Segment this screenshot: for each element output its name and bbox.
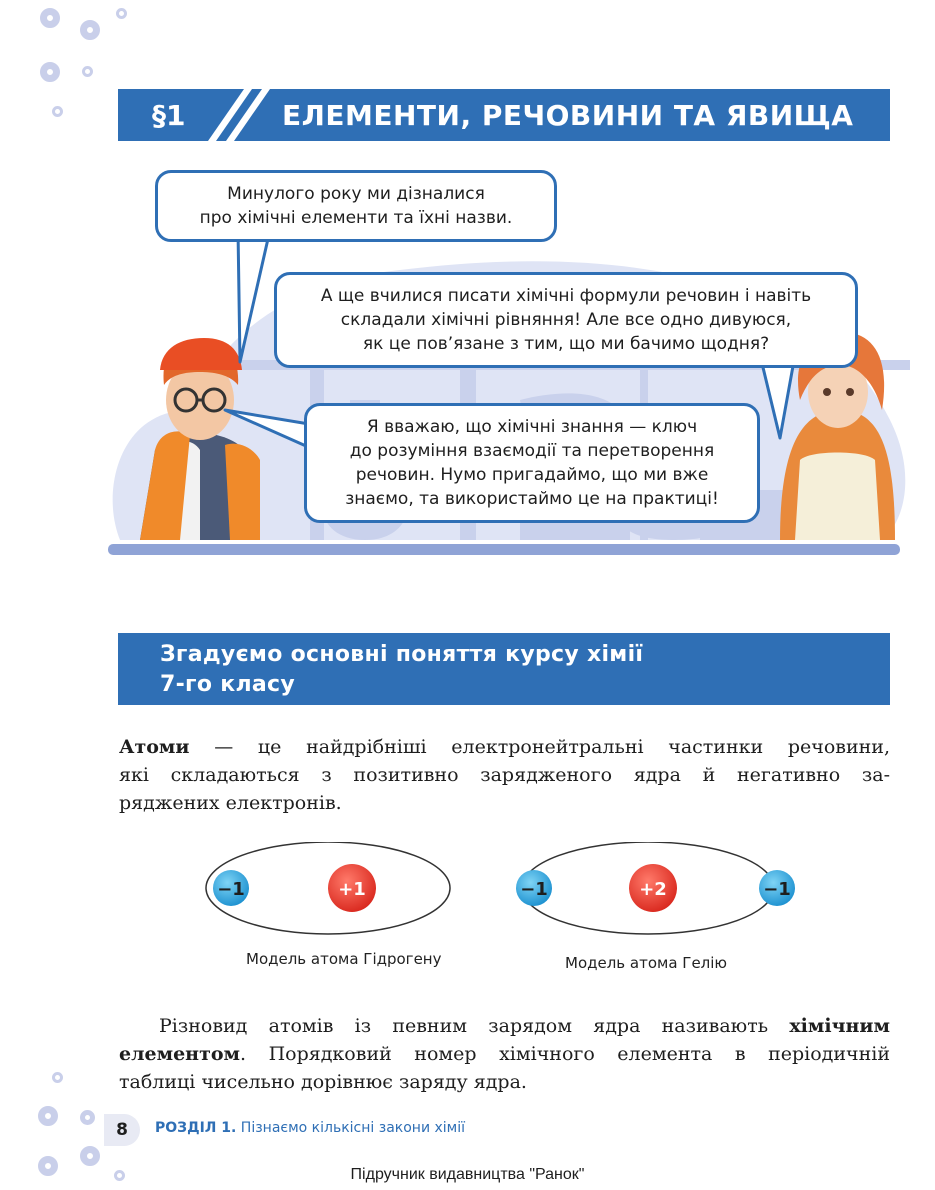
paragraph-line: які складаються з позитивно зарядженого ядра й негативно за-	[119, 764, 890, 786]
bubble-text: про хімічні елементи та їхні назви.	[199, 208, 513, 228]
bubble-text: А ще вчилися писати хімічні формули речовин і навіть	[320, 286, 812, 306]
speech-bubble-girl	[274, 272, 858, 368]
decor-dot	[52, 1072, 63, 1083]
section-title-line: Згадуємо основні поняття курсу хімії	[160, 642, 644, 667]
paragraph-line: таблиці чисельно дорівнює заряду ядра.	[119, 1071, 527, 1093]
paragraph-line: ряджених електронів.	[119, 792, 342, 814]
text-fragment: Різновид атомів із певним зарядом ядра називають	[159, 1015, 790, 1037]
section-title-line: 7-го класу	[160, 672, 295, 697]
footer-section-label: РОЗДІЛ 1.	[155, 1120, 237, 1136]
atom-models-figure	[200, 842, 800, 942]
decor-dot	[80, 20, 100, 40]
bubble-text: до розуміння взаємодії та перетворення	[349, 441, 715, 461]
term-element: елементом	[119, 1043, 241, 1065]
hydrogen-caption: Модель атома Гідрогену	[246, 950, 442, 968]
bubble-text: Я вважаю, що хімічні знання — ключ	[366, 417, 698, 437]
page-number: 8	[104, 1114, 140, 1146]
paragraph-line	[119, 733, 890, 761]
text-fragment: . Порядковий номер хімічного елемента в періодичній	[240, 1043, 890, 1065]
bubble-text: як це пов’язане з тим, що ми бачимо щодня?	[362, 334, 770, 354]
decor-dot	[80, 1110, 95, 1125]
bubble-text: речовин. Нумо пригадаймо, що ми вже	[355, 465, 709, 485]
hydrogen-electron-charge: −1	[217, 879, 245, 900]
decor-dot	[82, 66, 93, 77]
chapter-number: §1	[152, 99, 186, 132]
chapter-title: ЕЛЕМЕНТИ, РЕЧОВИНИ ТА ЯВИЩА	[282, 99, 854, 132]
footer-section-name: Пізнаємо кількісні закони хімії	[236, 1120, 466, 1136]
decor-dot	[40, 8, 60, 28]
speech-bubble-boy-1	[155, 170, 557, 242]
speech-bubble-boy-2	[304, 403, 760, 523]
helium-caption: Модель атома Гелію	[565, 954, 728, 972]
section-title	[160, 640, 643, 700]
decor-dot	[38, 1106, 58, 1126]
helium-electron-right-charge: −1	[763, 879, 791, 900]
decor-dot	[52, 106, 63, 117]
publisher-line: Підручник видавництва "Ранок"	[350, 1166, 585, 1183]
bubble-text: Минулого року ми дізналися	[227, 184, 485, 204]
decor-dot	[40, 62, 60, 82]
hydrogen-nucleus-charge: +1	[338, 879, 366, 900]
term-chemical: хімічним	[789, 1015, 890, 1037]
paragraph-line	[119, 1012, 890, 1040]
text-fragment: — це найдрібніші електронейтральні частинки речовини,	[189, 736, 890, 758]
slash-decoration	[200, 89, 280, 141]
term-atoms: Атоми	[119, 736, 190, 758]
helium-nucleus-charge: +2	[639, 879, 667, 900]
dialogue-illustration	[100, 160, 910, 560]
element-definition	[119, 1012, 890, 1096]
bubble-text: складали хімічні рівняння! Але все одно дивуюся,	[340, 310, 792, 330]
paragraph-line	[119, 1040, 890, 1068]
decor-dot	[80, 1146, 100, 1166]
helium-electron-left-charge: −1	[520, 879, 548, 900]
bubble-text: знаємо, та використаймо це на практиці!	[345, 489, 719, 509]
decor-dot	[116, 8, 127, 19]
footer-section-title	[155, 1120, 465, 1136]
atoms-definition	[119, 733, 890, 817]
